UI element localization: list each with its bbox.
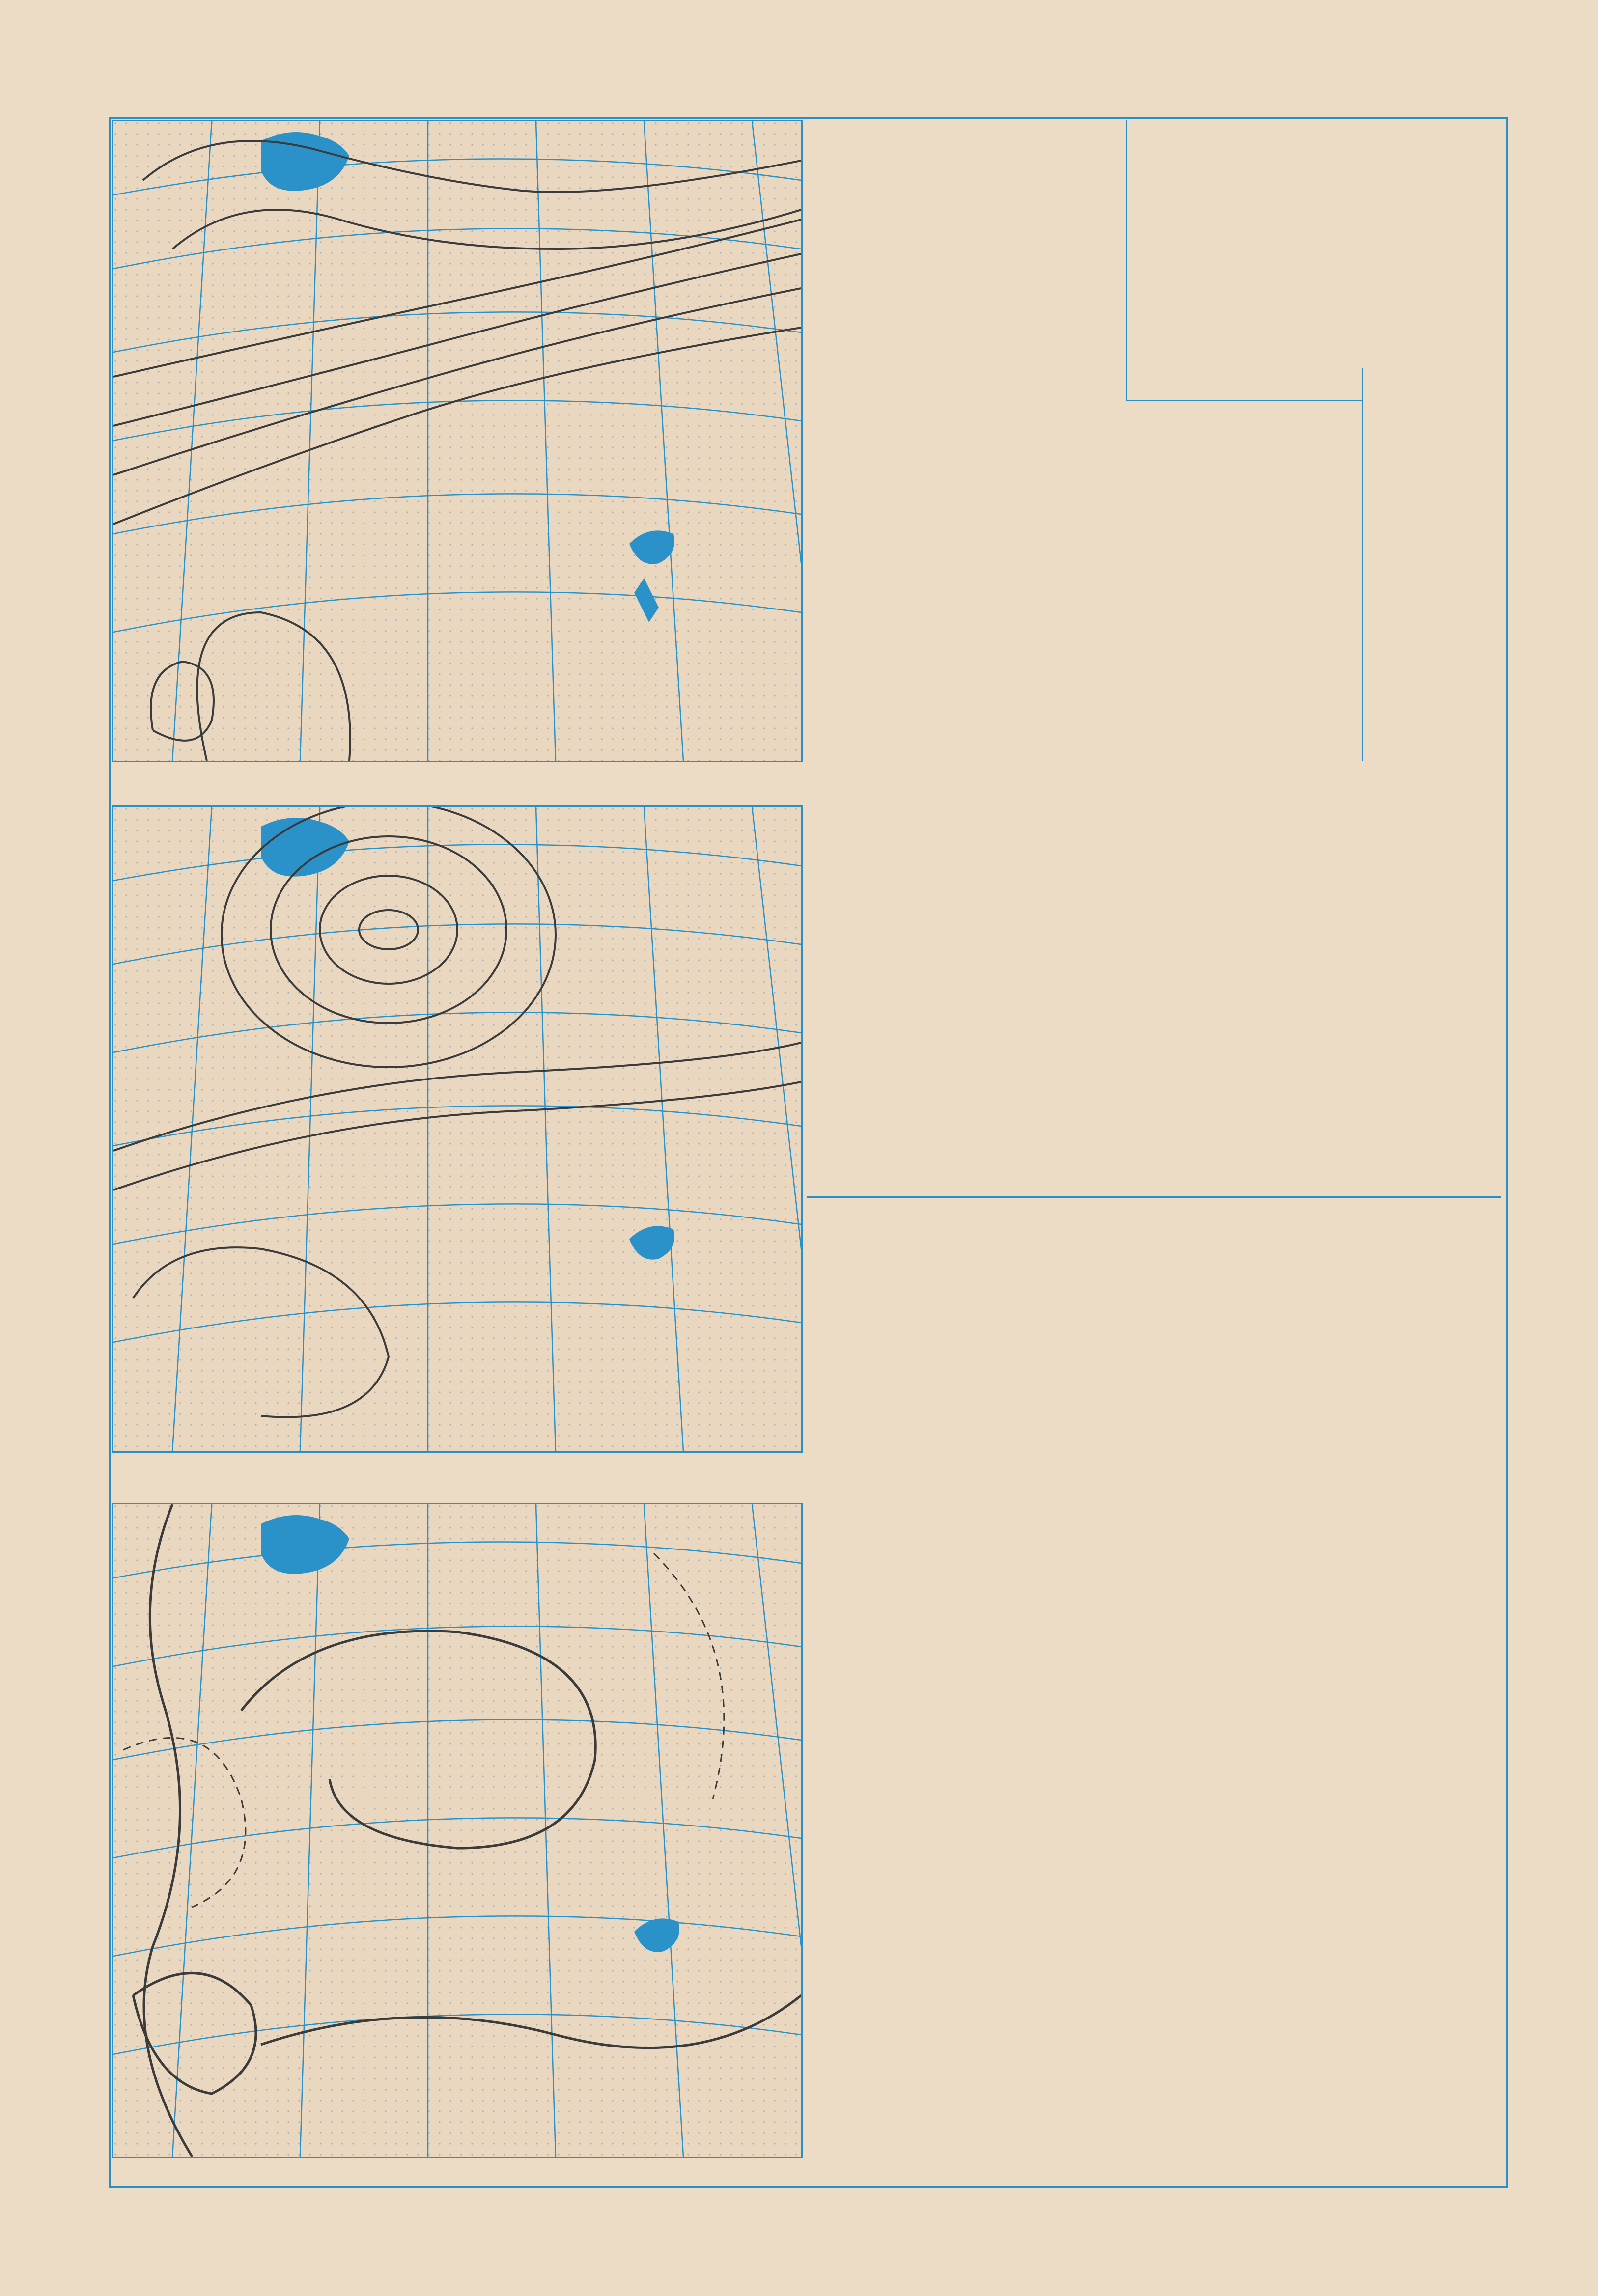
sounding-info-box: [1126, 120, 1503, 401]
chart-bottom-rule: [807, 1196, 1501, 1198]
map-500hpa-drawing: [113, 121, 801, 761]
map-850hpa-drawing: [113, 807, 801, 1451]
map-pressure-change: [112, 1503, 803, 2158]
map-500hpa: [112, 120, 803, 762]
map-pressure-change-drawing: [113, 1504, 801, 2157]
map-850hpa: [112, 805, 803, 1453]
sounding-panel: [807, 120, 1501, 1200]
wind-table-box: [1362, 368, 1503, 761]
